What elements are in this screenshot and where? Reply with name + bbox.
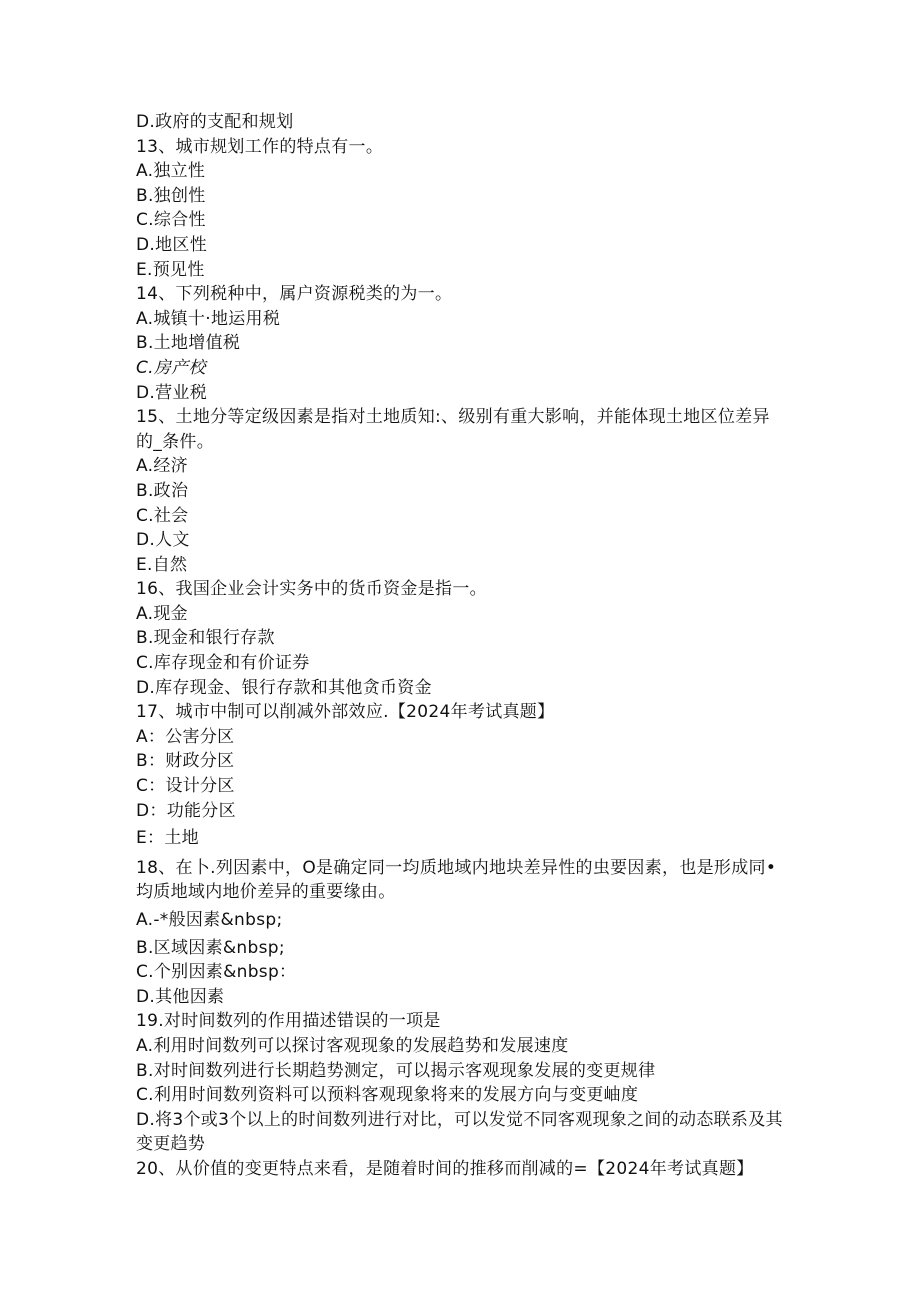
question-line: 20、从价值的变更特点来看，是随着时间的推移而削减的=【2024年考试真题】 xyxy=(136,1158,754,1179)
option-line: A：公害分区 xyxy=(136,726,235,747)
question-line: 13、城市规划工作的特点有一。 xyxy=(136,136,384,157)
option-line: B.区域因素&nbsp; xyxy=(136,937,285,958)
option-line: A.现金 xyxy=(136,603,188,624)
option-line: D：功能分区 xyxy=(136,800,236,821)
document-body xyxy=(136,110,786,1182)
option-line: A.-*般因素&nbsp; xyxy=(136,910,283,930)
option-line: B.对时间数列进行长期趋势测定，可以揭示客观现象发展的变更规律 xyxy=(136,1060,656,1081)
option-line: E.自然 xyxy=(136,554,188,575)
question-line: 15、土地分等定级因素是指对土地质知:、级别有重大影响，并能体现土地区位差异的_条件。 xyxy=(136,407,770,452)
option-line: C.个别因素&nbsp： xyxy=(136,962,297,983)
option-line: C.房产校 xyxy=(136,357,206,378)
question-line: 16、我国企业会计实务中的货币资金是指一。 xyxy=(136,579,487,600)
option-line: D.营业税 xyxy=(136,382,207,403)
option-line: D.政府的支配和规划 xyxy=(136,112,294,132)
option-line: C：设计分区 xyxy=(136,776,235,797)
option-line: A.经济 xyxy=(136,456,188,477)
option-line: A.独立性 xyxy=(136,161,206,182)
option-line: D.将3个或3个以上的时间数列进行对比，可以发觉不同客观现象之间的动态联系及其变更趋势 xyxy=(136,1109,783,1155)
option-line: E：土地 xyxy=(136,828,199,849)
option-line: C.综合性 xyxy=(136,210,206,231)
option-line: B.土地增值税 xyxy=(136,333,241,354)
option-line: A.城镇十·地运用税 xyxy=(136,308,281,329)
option-line: C.利用时间数列资料可以预料客观现象将来的发展方向与变更岫度 xyxy=(136,1085,639,1106)
question-line: 14、下列税种中，属户资源税类的为一。 xyxy=(136,284,453,305)
option-line: B.独创性 xyxy=(136,185,206,206)
question-line: 19.对时间数列的作用描述错误的一项是 xyxy=(136,1011,441,1032)
option-line: D.人文 xyxy=(136,530,190,551)
option-line: B.现金和银行存款 xyxy=(136,628,275,649)
option-line: D.地区性 xyxy=(136,234,207,255)
option-line: D.其他因素 xyxy=(136,986,225,1007)
question-line: 17、城市中制可以削减外部效应.【2024年考试真题】 xyxy=(136,702,555,723)
option-line: A.利用时间数列可以探讨客观现象的发展趋势和发展速度 xyxy=(136,1035,569,1056)
question-line: 18、在卜.列因素中，O是确定同一均质地域内地块差异性的虫要因素，也是形成同•均质地域内地价差异的重要缘由。 xyxy=(136,857,777,903)
option-line: B.政治 xyxy=(136,480,189,501)
option-line: D.库存现金、银行存款和其他贪币资金 xyxy=(136,677,432,698)
option-line: E.预见性 xyxy=(136,259,205,280)
option-line: C.社会 xyxy=(136,505,189,526)
option-line: C.库存现金和有价证券 xyxy=(136,653,310,674)
option-line: B：财政分区 xyxy=(136,751,235,772)
